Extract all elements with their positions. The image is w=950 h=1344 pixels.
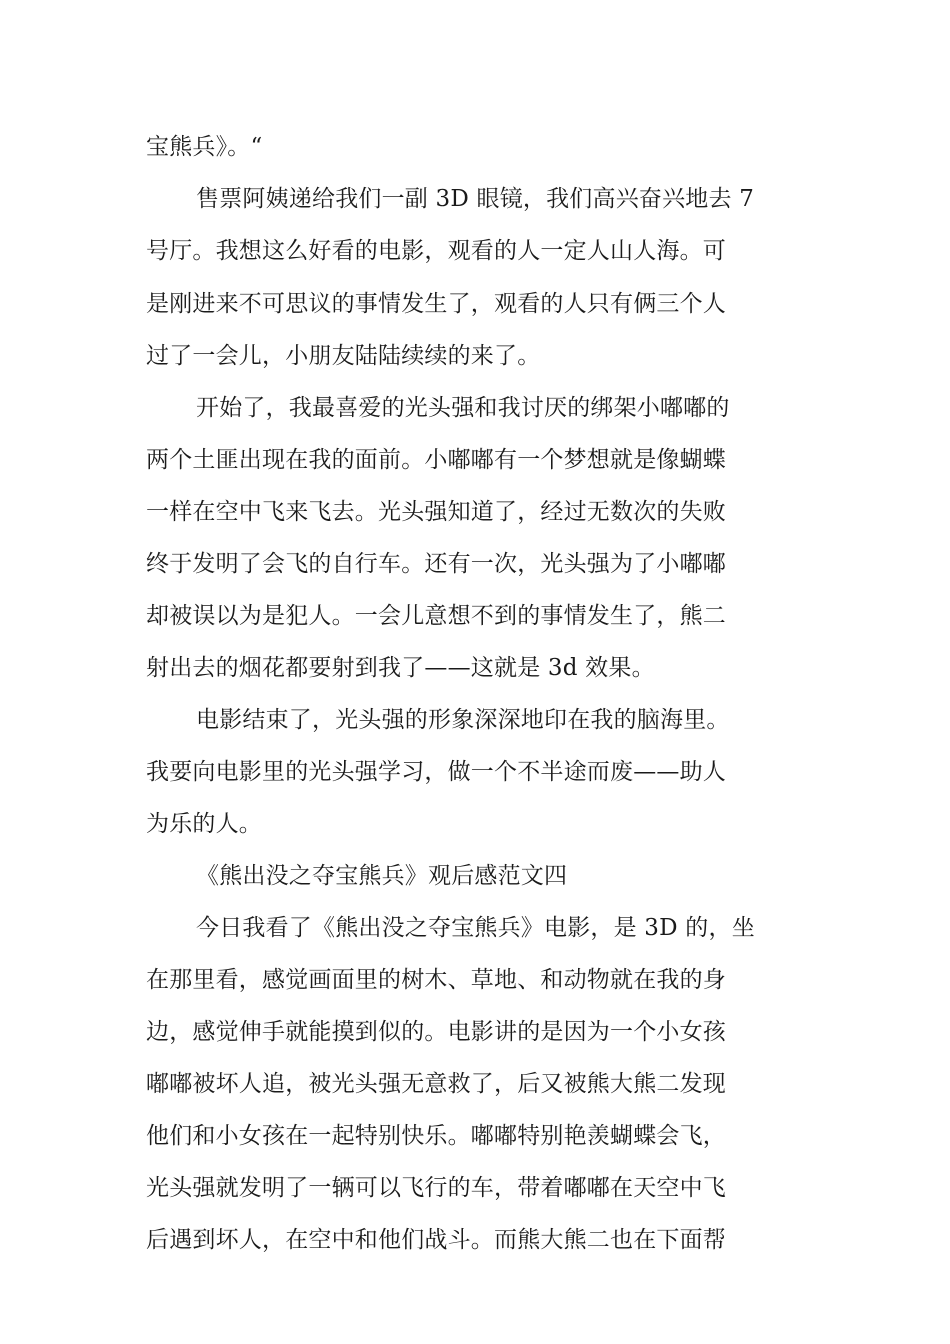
text-line: 号厅。我想这么好看的电影，观看的人一定人山人海。可 <box>146 238 726 264</box>
text-line: 宝熊兵》。“ <box>146 134 263 160</box>
text-line: 边，感觉伸手就能摸到似的。电影讲的是因为一个小女孩 <box>146 1019 726 1045</box>
text-line: 终于发明了会飞的自行车。还有一次，光头强为了小嘟嘟 <box>146 551 726 577</box>
paragraph-first-line: 售票阿姨递给我们一副 3D 眼镜，我们高兴奋兴地去 7 <box>196 186 755 212</box>
text-line: 我要向电影里的光头强学习，做一个不半途而废——助人 <box>146 759 726 785</box>
text-line: 为乐的人。 <box>146 811 262 837</box>
text-line: 两个土匪出现在我的面前。小嘟嘟有一个梦想就是像蝴蝶 <box>146 447 726 473</box>
text-line: 在那里看，感觉画面里的树木、草地、和动物就在我的身 <box>146 967 726 993</box>
text-line: 嘟嘟被坏人追，被光头强无意救了，后又被熊大熊二发现 <box>146 1071 726 1097</box>
paragraph-first-line: 电影结束了，光头强的形象深深地印在我的脑海里。 <box>196 707 730 733</box>
paragraph-first-line: 开始了，我最喜爱的光头强和我讨厌的绑架小嘟嘟的 <box>196 395 730 421</box>
text-line: 一样在空中飞来飞去。光头强知道了，经过无数次的失败 <box>146 499 726 525</box>
text-line: 过了一会儿，小朋友陆陆续续的来了。 <box>146 343 541 369</box>
text-line: 却被误以为是犯人。一会儿意想不到的事情发生了，熊二 <box>146 603 726 629</box>
paragraph-first-line: 今日我看了《熊出没之夺宝熊兵》电影，是 3D 的，坐 <box>196 915 755 941</box>
section-heading: 《熊出没之夺宝熊兵》观后感范文四 <box>196 863 568 889</box>
text-line: 后遇到坏人，在空中和他们战斗。而熊大熊二也在下面帮 <box>146 1227 726 1253</box>
text-line: 射出去的烟花都要射到我了——这就是 3d 效果。 <box>146 655 655 681</box>
text-line: 他们和小女孩在一起特别快乐。嘟嘟特别艳羡蝴蝶会飞， <box>146 1123 726 1149</box>
text-line: 是刚进来不可思议的事情发生了，观看的人只有俩三个人 <box>146 291 726 317</box>
text-line: 光头强就发明了一辆可以飞行的车，带着嘟嘟在天空中飞 <box>146 1175 726 1201</box>
